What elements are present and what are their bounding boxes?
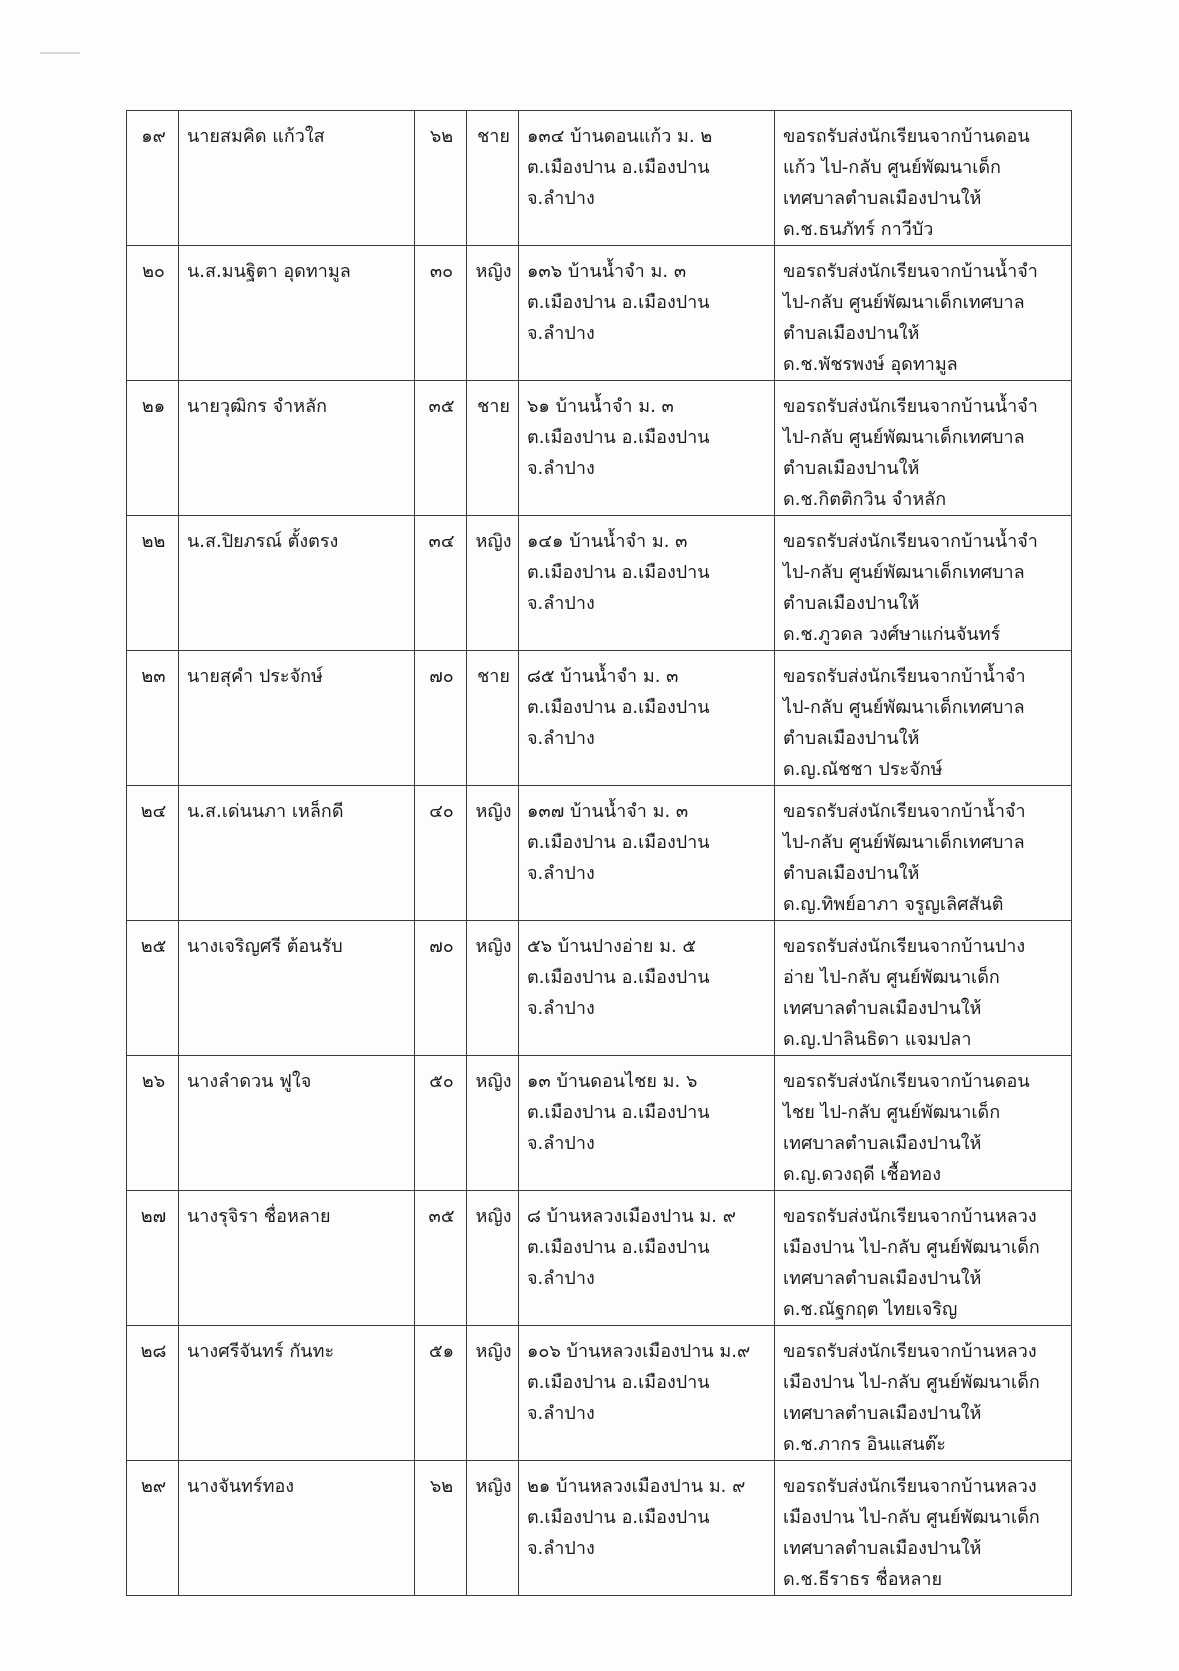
request-cell	[775, 1326, 1072, 1461]
sex-cell: หญิง	[467, 516, 519, 651]
age-cell: ๓๐	[415, 246, 467, 381]
age-cell: ๗๐	[415, 651, 467, 786]
name-cell: น.ส.เด่นนภา เหล็กดี	[179, 786, 415, 921]
address-line: จ.ลำปาง	[527, 1403, 595, 1424]
address-line: ๕๖ บ้านปางอ่าย ม. ๕	[527, 936, 697, 957]
request-line: เทศบาลตำบลเมืองปานให้	[783, 1538, 982, 1559]
request-line: ด.ญ.ทิพย์อาภา จรูญเลิศสันติ	[783, 894, 1004, 915]
address-line: ๘ บ้านหลวงเมืองปาน ม. ๙	[527, 1206, 736, 1227]
row-number-cell: ๒๒	[127, 516, 179, 651]
address-line: ต.เมืองปาน อ.เมืองปาน	[527, 1237, 710, 1258]
age-cell: ๖๒	[415, 111, 467, 246]
request-line: ไป-กลับ ศูนย์พัฒนาเด็กเทศบาล	[783, 832, 1025, 853]
address-line: ต.เมืองปาน อ.เมืองปาน	[527, 427, 710, 448]
table-row	[127, 516, 1072, 651]
sex-cell: หญิง	[467, 921, 519, 1056]
address-line: ต.เมืองปาน อ.เมืองปาน	[527, 562, 710, 583]
request-line: เมืองปาน ไป-กลับ ศูนย์พัฒนาเด็ก	[783, 1507, 1040, 1528]
request-line: ด.ช.พัชรพงษ์ อุดทามูล	[783, 354, 958, 375]
age-cell: ๕๐	[415, 1056, 467, 1191]
address-cell	[519, 1461, 775, 1596]
address-line: ๒๑ บ้านหลวงเมืองปาน ม. ๙	[527, 1476, 746, 1497]
name-cell: นางรุจิรา ชื่อหลาย	[179, 1191, 415, 1326]
request-line: เทศบาลตำบลเมืองปานให้	[783, 1403, 982, 1424]
name-cell: นางเจริญศรี ต้อนรับ	[179, 921, 415, 1056]
age-cell: ๗๐	[415, 921, 467, 1056]
row-number-cell: ๒๕	[127, 921, 179, 1056]
request-cell	[775, 246, 1072, 381]
address-cell	[519, 516, 775, 651]
request-cell	[775, 786, 1072, 921]
row-number-cell: ๒๔	[127, 786, 179, 921]
address-line: ต.เมืองปาน อ.เมืองปาน	[527, 292, 710, 313]
row-number-cell: ๒๗	[127, 1191, 179, 1326]
table-row	[127, 381, 1072, 516]
row-number-cell: ๒๙	[127, 1461, 179, 1596]
request-line: ขอรถรับส่งนักเรียนจากบ้านหลวง	[783, 1476, 1037, 1497]
request-line: ไป-กลับ ศูนย์พัฒนาเด็กเทศบาล	[783, 697, 1025, 718]
roster-table	[126, 110, 1072, 1596]
address-cell	[519, 651, 775, 786]
request-line: ด.ช.กิตติกวิน จำหลัก	[783, 489, 947, 510]
address-line: ๖๑ บ้านน้ำจำ ม. ๓	[527, 396, 674, 417]
address-line: จ.ลำปาง	[527, 458, 595, 479]
address-line: ๑๔๑ บ้านน้ำจำ ม. ๓	[527, 531, 688, 552]
address-line: ต.เมืองปาน อ.เมืองปาน	[527, 832, 710, 853]
table-row	[127, 921, 1072, 1056]
request-line: ขอรถรับส่งนักเรียนจากบ้านน้ำจำ	[783, 261, 1038, 282]
sex-cell: หญิง	[467, 1191, 519, 1326]
address-line: ต.เมืองปาน อ.เมืองปาน	[527, 1372, 710, 1393]
address-line: จ.ลำปาง	[527, 1133, 595, 1154]
name-cell: น.ส.ปิยภรณ์ ตั้งตรง	[179, 516, 415, 651]
table-row	[127, 651, 1072, 786]
request-line: เทศบาลตำบลเมืองปานให้	[783, 1133, 982, 1154]
request-line: ด.ช.ภากร อินแสนต๊ะ	[783, 1434, 946, 1455]
request-line: ขอรถรับส่งนักเรียนจากบ้านหลวง	[783, 1206, 1037, 1227]
address-line: ต.เมืองปาน อ.เมืองปาน	[527, 1507, 710, 1528]
sex-cell: หญิง	[467, 1461, 519, 1596]
address-line: ๘๕ บ้านน้ำจำ ม. ๓	[527, 666, 679, 687]
row-number-cell: ๒๖	[127, 1056, 179, 1191]
age-cell: ๓๕	[415, 1191, 467, 1326]
sex-cell: ชาย	[467, 651, 519, 786]
address-cell	[519, 921, 775, 1056]
request-line: เมืองปาน ไป-กลับ ศูนย์พัฒนาเด็ก	[783, 1372, 1040, 1393]
request-line: ไป-กลับ ศูนย์พัฒนาเด็กเทศบาล	[783, 427, 1025, 448]
address-line: จ.ลำปาง	[527, 728, 595, 749]
row-number-cell: ๑๙	[127, 111, 179, 246]
row-number-cell: ๒๓	[127, 651, 179, 786]
address-line: จ.ลำปาง	[527, 593, 595, 614]
table-row	[127, 1056, 1072, 1191]
request-line: เทศบาลตำบลเมืองปานให้	[783, 1268, 982, 1289]
table-row	[127, 1191, 1072, 1326]
request-line: ขอรถรับส่งนักเรียนจากบ้าน้ำจำ	[783, 666, 1026, 687]
table-row	[127, 1326, 1072, 1461]
age-cell: ๔๐	[415, 786, 467, 921]
request-line: ด.ญ.ดวงฤดี เชื้อทอง	[783, 1164, 942, 1185]
request-line: เทศบาลตำบลเมืองปานให้	[783, 188, 982, 209]
table-row	[127, 246, 1072, 381]
request-line: ไป-กลับ ศูนย์พัฒนาเด็กเทศบาล	[783, 292, 1025, 313]
roster-table-body	[127, 111, 1072, 1596]
request-line: ไชย ไป-กลับ ศูนย์พัฒนาเด็ก	[783, 1102, 1001, 1123]
address-line: ๑๐๖ บ้านหลวงเมืองปาน ม.๙	[527, 1341, 751, 1362]
address-cell	[519, 786, 775, 921]
request-line: ขอรถรับส่งนักเรียนจากบ้านหลวง	[783, 1341, 1037, 1362]
request-cell	[775, 921, 1072, 1056]
sex-cell: หญิง	[467, 1326, 519, 1461]
address-line: จ.ลำปาง	[527, 323, 595, 344]
name-cell: นางจันทร์ทอง	[179, 1461, 415, 1596]
request-cell	[775, 1461, 1072, 1596]
request-line: แก้ว ไป-กลับ ศูนย์พัฒนาเด็ก	[783, 157, 1001, 178]
address-line: จ.ลำปาง	[527, 188, 595, 209]
request-cell	[775, 1056, 1072, 1191]
request-line: ด.ช.ภูวดล วงศ์ษาแก่นจันทร์	[783, 624, 1001, 645]
sex-cell: ชาย	[467, 381, 519, 516]
address-line: ๑๓๖ บ้านน้ำจำ ม. ๓	[527, 261, 687, 282]
request-line: ด.ช.ณัฐกฤต ไทยเจริญ	[783, 1299, 958, 1320]
sex-cell: หญิง	[467, 246, 519, 381]
scan-mark	[40, 52, 80, 54]
address-cell	[519, 1191, 775, 1326]
request-line: ขอรถรับส่งนักเรียนจากบ้านดอน	[783, 126, 1030, 147]
name-cell: นายวุฒิกร จำหลัก	[179, 381, 415, 516]
age-cell: ๓๕	[415, 381, 467, 516]
address-line: ต.เมืองปาน อ.เมืองปาน	[527, 1102, 710, 1123]
request-cell	[775, 516, 1072, 651]
request-line: ตำบลเมืองปานให้	[783, 458, 920, 479]
request-line: ไป-กลับ ศูนย์พัฒนาเด็กเทศบาล	[783, 562, 1025, 583]
request-line: ขอรถรับส่งนักเรียนจากบ้าน้ำจำ	[783, 801, 1026, 822]
name-cell: นายสุคำ ประจักษ์	[179, 651, 415, 786]
request-cell	[775, 381, 1072, 516]
address-line: ต.เมืองปาน อ.เมืองปาน	[527, 697, 710, 718]
name-cell: นางลำดวน ฟูใจ	[179, 1056, 415, 1191]
request-cell	[775, 111, 1072, 246]
age-cell: ๖๒	[415, 1461, 467, 1596]
request-line: ตำบลเมืองปานให้	[783, 593, 920, 614]
address-line: ต.เมืองปาน อ.เมืองปาน	[527, 967, 710, 988]
address-cell	[519, 246, 775, 381]
address-line: ๑๓ บ้านดอนไชย ม. ๖	[527, 1071, 698, 1092]
address-line: จ.ลำปาง	[527, 998, 595, 1019]
sex-cell: หญิง	[467, 786, 519, 921]
request-cell	[775, 1191, 1072, 1326]
address-line: จ.ลำปาง	[527, 863, 595, 884]
table-row	[127, 111, 1072, 246]
address-line: ต.เมืองปาน อ.เมืองปาน	[527, 157, 710, 178]
name-cell: นางศรีจันทร์ กันทะ	[179, 1326, 415, 1461]
table-row	[127, 786, 1072, 921]
request-line: อ่าย ไป-กลับ ศูนย์พัฒนาเด็ก	[783, 967, 1000, 988]
request-line: เทศบาลตำบลเมืองปานให้	[783, 998, 982, 1019]
request-line: ขอรถรับส่งนักเรียนจากบ้านน้ำจำ	[783, 396, 1038, 417]
request-line: ด.ช.ธนภัทร์ กาวีบัว	[783, 219, 934, 240]
request-line: ตำบลเมืองปานให้	[783, 323, 920, 344]
table-row	[127, 1461, 1072, 1596]
sex-cell: หญิง	[467, 1056, 519, 1191]
request-line: ขอรถรับส่งนักเรียนจากบ้านดอน	[783, 1071, 1030, 1092]
address-cell	[519, 1056, 775, 1191]
request-line: ตำบลเมืองปานให้	[783, 863, 920, 884]
request-line: ตำบลเมืองปานให้	[783, 728, 920, 749]
request-line: ด.ช.ธีราธร ชื่อหลาย	[783, 1569, 943, 1590]
age-cell: ๓๔	[415, 516, 467, 651]
age-cell: ๕๑	[415, 1326, 467, 1461]
request-cell	[775, 651, 1072, 786]
address-cell	[519, 111, 775, 246]
request-line: เมืองปาน ไป-กลับ ศูนย์พัฒนาเด็ก	[783, 1237, 1040, 1258]
address-cell	[519, 1326, 775, 1461]
request-line: ขอรถรับส่งนักเรียนจากบ้านปาง	[783, 936, 1026, 957]
row-number-cell: ๒๐	[127, 246, 179, 381]
name-cell: นายสมคิด แก้วใส	[179, 111, 415, 246]
address-line: ๑๓๔ บ้านดอนแก้ว ม. ๒	[527, 126, 713, 147]
row-number-cell: ๒๑	[127, 381, 179, 516]
request-line: ด.ญ.ณัชชา ประจักษ์	[783, 759, 943, 780]
name-cell: น.ส.มนฐิตา อุดทามูล	[179, 246, 415, 381]
address-cell	[519, 381, 775, 516]
address-line: จ.ลำปาง	[527, 1538, 595, 1559]
row-number-cell: ๒๘	[127, 1326, 179, 1461]
address-line: ๑๓๗ บ้านน้ำจำ ม. ๓	[527, 801, 689, 822]
request-line: ด.ญ.ปาลินธิดา แจมปลา	[783, 1029, 972, 1050]
address-line: จ.ลำปาง	[527, 1268, 595, 1289]
request-line: ขอรถรับส่งนักเรียนจากบ้านน้ำจำ	[783, 531, 1038, 552]
sex-cell: ชาย	[467, 111, 519, 246]
